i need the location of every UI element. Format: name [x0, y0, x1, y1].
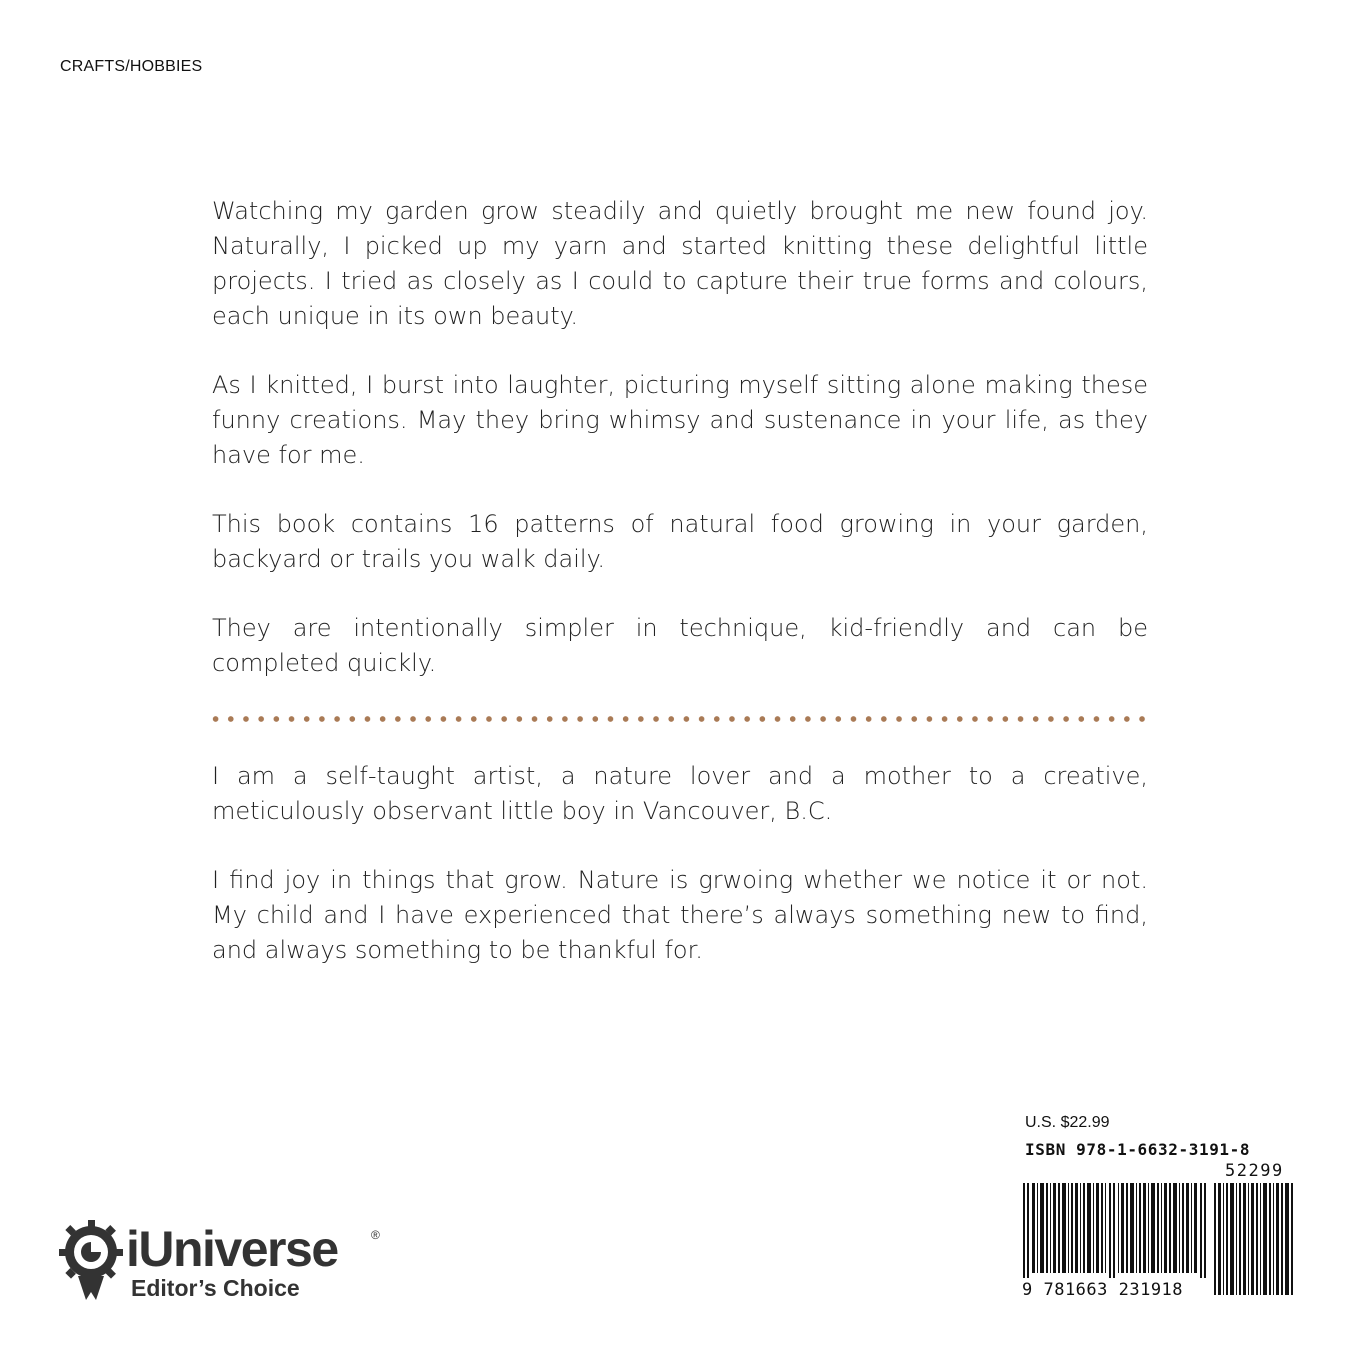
description-paragraph: This book contains 16 patterns of natural food growing in your garden, backyard or trails you walk daily.	[212, 510, 1148, 573]
description-paragraph: Watching my garden grow steadily and quietly brought me new found joy. Naturally, I picked up my yarn and started knitting these delightful little projects. I tried as closely as I could to capture their true forms and colours, each unique in its own beauty.	[212, 197, 1148, 330]
back-cover-text	[212, 194, 1148, 1002]
category-label: CRAFTS/HOBBIES	[60, 58, 203, 75]
author-bio-paragraph: I find joy in things that grow. Nature is grwoing whether we notice it or not. My child and I have experienced that there’s always something new to find, and always something to be thankful for.	[212, 866, 1148, 964]
barcode-icon	[1023, 1183, 1208, 1278]
logo-wordmark: iUniverse	[126, 1221, 338, 1277]
price-label: U.S. $22.99	[1025, 1114, 1110, 1131]
logo-tagline: Editor’s Choice	[131, 1275, 300, 1301]
gear-badge-icon	[58, 1218, 126, 1300]
registered-mark: ®	[371, 1228, 380, 1242]
dotted-divider	[208, 715, 1148, 723]
author-bio-paragraph: I am a self-taught artist, a nature lover and a mother to a creative, meticulously observant little boy in Vancouver, B.C.	[212, 762, 1148, 825]
publisher-logo	[58, 1218, 388, 1308]
isbn-label: ISBN 978-1-6632-3191-8	[1025, 1140, 1251, 1159]
barcode-addon-number: 52299	[1225, 1161, 1284, 1181]
barcode-addon-icon	[1214, 1183, 1294, 1295]
description-paragraph: As I knitted, I burst into laughter, picturing myself sitting alone making these funny creations. May they bring whimsy and sustenance in your life, as they have for me.	[212, 371, 1148, 469]
barcode-number: 9 781663 231918	[1022, 1280, 1184, 1300]
description-paragraph: They are intentionally simpler in technique, kid-friendly and can be completed quickly.	[212, 614, 1148, 677]
